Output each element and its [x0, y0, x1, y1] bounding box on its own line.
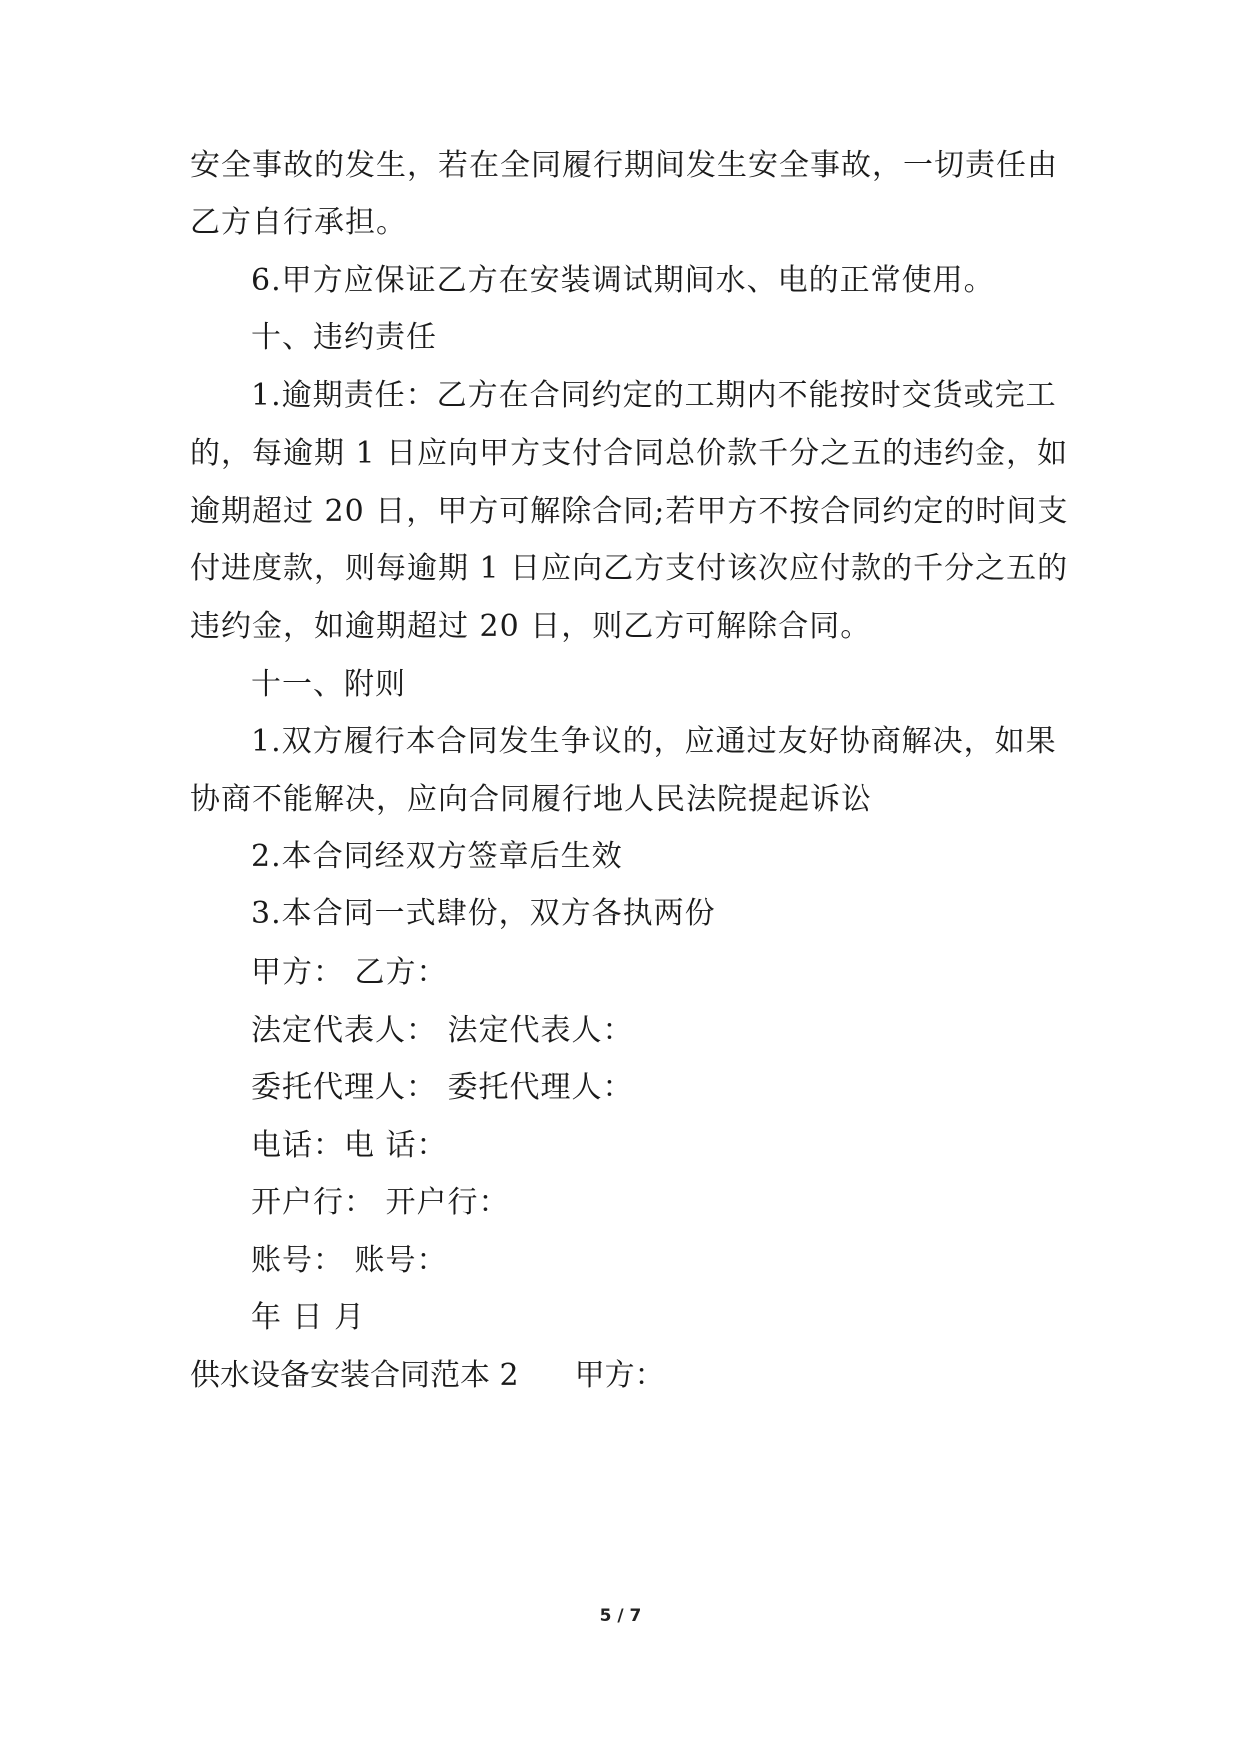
paragraph-line: 6.甲方应保证乙方在安装调试期间水、电的正常使用。 — [251, 263, 995, 298]
paragraph-line: 违约金，如逾期超过 20 日，则乙方可解除合同。 — [190, 609, 872, 644]
page-number: 5 / 7 — [599, 1606, 642, 1626]
paragraph-line: 1.双方履行本合同发生争议的，应通过友好协商解决，如果 — [251, 724, 1057, 759]
signature-line: 开户行： 开户行： — [251, 1185, 510, 1220]
paragraph-line: 协商不能解决，应向合同履行地人民法院提起诉讼 — [190, 782, 872, 817]
paragraph-line: 1.逾期责任：乙方在合同约定的工期内不能按时交货或完工 — [251, 378, 1057, 413]
paragraph-line: 的，每逾期 1 日应向甲方支付合同总价款千分之五的违约金，如 — [190, 436, 1069, 471]
section-heading: 十、违约责任 — [251, 320, 437, 355]
date-line: 年 日 月 — [251, 1300, 366, 1335]
signature-line: 委托代理人： 委托代理人： — [251, 1070, 634, 1105]
paragraph-line: 安全事故的发生，若在全同履行期间发生安全事故，一切责任由 — [190, 148, 1058, 183]
next-contract-party: 甲方： — [574, 1358, 665, 1393]
paragraph-line: 2.本合同经双方签章后生效 — [251, 839, 623, 874]
signature-line: 账号： 账号： — [251, 1243, 448, 1278]
signature-line: 甲方： 乙方： — [251, 955, 448, 990]
paragraph-line: 乙方自行承担。 — [190, 205, 407, 240]
signature-line: 电话：电 话： — [251, 1128, 448, 1163]
section-heading: 十一、附则 — [251, 667, 406, 702]
paragraph-line: 逾期超过 20 日，甲方可解除合同;若甲方不按合同约定的时间支 — [190, 494, 1069, 529]
paragraph-line: 付进度款，则每逾期 1 日应向乙方支付该次应付款的千分之五的 — [190, 551, 1069, 586]
next-contract-line — [190, 1356, 1070, 1396]
signature-line: 法定代表人： 法定代表人： — [251, 1013, 634, 1048]
next-contract-title: 供水设备安装合同范本 2 — [190, 1358, 519, 1393]
paragraph-line: 3.本合同一式肆份，双方各执两份 — [251, 896, 716, 931]
